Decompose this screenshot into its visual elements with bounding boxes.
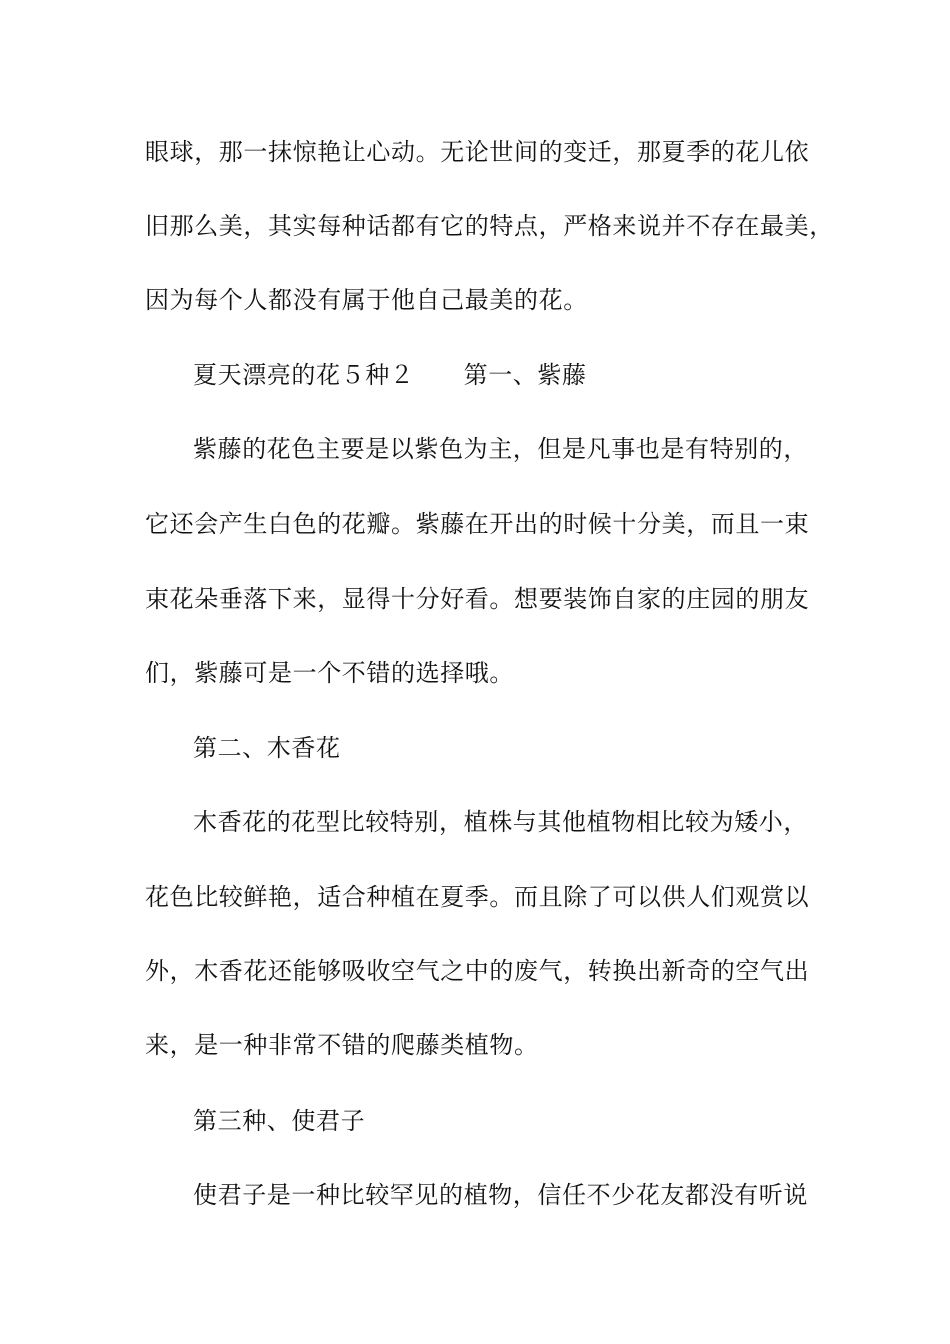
paragraph-line: 因为每个人都没有属于他自己最美的花。 <box>145 286 588 314</box>
paragraph-line: 木香花的花型比较特别，植株与其他植物相比较为矮小， <box>193 808 808 836</box>
paragraph-line: 来，是一种非常不错的爬藤类植物。 <box>145 1031 539 1059</box>
paragraph-line: 使君子是一种比较罕见的植物，信任不少花友都没有听说 <box>193 1181 808 1209</box>
paragraph-line: 们，紫藤可是一个不错的选择哦。 <box>145 659 514 687</box>
section-heading: 第二、木香花 <box>193 734 341 762</box>
paragraph-line: 眼球，那一抹惊艳让心动。无论世间的变迁，那夏季的花儿依 <box>145 138 810 166</box>
section-heading: 第三种、使君子 <box>193 1107 366 1135</box>
paragraph-line: 紫藤的花色主要是以紫色为主，但是凡事也是有特别的， <box>193 435 808 463</box>
paragraph-line: 束花朵垂落下来，显得十分好看。想要装饰自家的庄园的朋友 <box>145 585 810 613</box>
paragraph-line: 外，木香花还能够吸收空气之中的废气，转换出新奇的空气出 <box>145 957 810 985</box>
paragraph-line: 它还会产生白色的花瓣。紫藤在开出的时候十分美，而且一束 <box>145 510 810 538</box>
paragraph-line: 旧那么美，其实每种话都有它的特点，严格来说并不存在最美， <box>145 212 834 240</box>
paragraph-line: 花色比较鲜艳，适合种植在夏季。而且除了可以供人们观赏以 <box>145 883 810 911</box>
section-heading: 夏天漂亮的花５种２ 第一、紫藤 <box>193 361 587 389</box>
